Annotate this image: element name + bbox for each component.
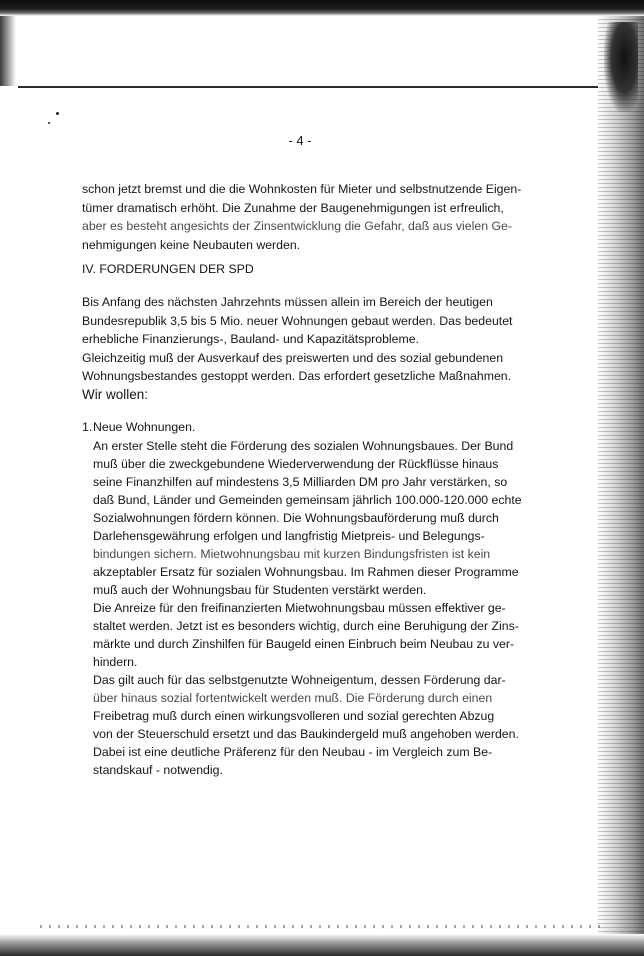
scan-top-edge — [0, 0, 644, 16]
text-line: Wohnungsbestandes gestoppt werden. Das erfordert gesetzliche Maßnahmen. — [82, 369, 512, 384]
text-line: erhebliche Finanzierungs-, Bauland- und Kapazitätsprobleme. — [82, 332, 419, 347]
text-line: Gleichzeitig muß der Ausverkauf des preiswerten und des sozial gebundenen — [82, 350, 504, 365]
scan-bottom-noise — [40, 925, 600, 928]
scan-speck — [56, 112, 59, 115]
text-line: hindern. — [93, 655, 138, 669]
section-paragraph — [82, 293, 513, 386]
text-line: Bundesrepublik 3,5 bis 5 Mio. neuer Wohnungen gebaut werden. Das bedeutet — [82, 313, 513, 328]
text-line: von der Steuerschuld ersetzt und das Baukindergeld muß angehoben werden. — [93, 727, 519, 741]
text-line: Darlehensgewährung erfolgen und langfristig Mietpreis- und Belegungs- — [93, 529, 485, 543]
section-heading: IV. FORDERUNGEN DER SPD — [82, 262, 254, 276]
scan-corner-shadow — [0, 16, 16, 86]
text-line: schon jetzt bremst und die die Wohnkosten für Mieter und selbstnutzende Eigen- — [82, 182, 522, 196]
text-line: Freibetrag muß durch einen wirkungsvolleren und sozial gerechten Abzug — [93, 709, 495, 723]
text-line: märkte und durch Zinshilfen für Baugeld einen Einbruch beim Neubau zu ver- — [93, 637, 515, 651]
list-item-title: Neue Wohnungen. — [93, 420, 196, 434]
text-line: muß auch der Wohnungsbau für Studenten verstärkt werden. — [93, 583, 427, 597]
text-line: muß über die zweckgebundene Wiederverwendung der Rückflüsse hinaus — [93, 457, 499, 471]
text-line: Bis Anfang des nächsten Jahrzehnts müssen allein im Bereich der heutigen — [82, 295, 493, 309]
text-line: über hinaus sozial fortentwickelt werden muß. Die Förderung durch einen — [93, 691, 493, 705]
intro-paragraph — [82, 180, 522, 254]
text-line: seine Finanzhilfen auf mindestens 3,5 Milliarden DM pro Jahr verstärken, so — [93, 475, 508, 489]
demands-subheading: Wir wollen: — [82, 387, 149, 402]
text-line: Die Anreize für den freifinanzierten Mietwohnungsbau müssen effektiver ge- — [93, 601, 506, 615]
text-line: Das gilt auch für das selbstgenutzte Wohneigentum, dessen Förderung dar- — [93, 673, 506, 687]
text-line: bindungen sichern. Mietwohnungsbau mit kurzen Bindungsfristen ist kein — [93, 547, 491, 561]
scan-bottom-edge — [0, 934, 644, 956]
text-line: standskauf - notwendig. — [93, 763, 223, 777]
text-line: aber es besteht angesichts der Zinsentwicklung die Gefahr, daß aus vielen Ge- — [82, 219, 512, 234]
text-line: An erster Stelle steht die Förderung des sozialen Wohnungsbaues. Der Bund — [93, 439, 514, 453]
list-item-number: 1. — [82, 420, 93, 434]
scan-right-edge — [598, 16, 644, 936]
text-line: Sozialwohnungen fördern können. Die Wohnungsbauförderung muß durch — [93, 511, 499, 525]
text-line: akzeptabler Ersatz für sozialen Wohnungsbau. Im Rahmen dieser Programme — [93, 565, 519, 579]
text-line: daß Bund, Länder und Gemeinden gemeinsam jährlich 100.000-120.000 echte — [93, 493, 522, 507]
list-item-body — [93, 437, 522, 779]
text-line: nehmigungen keine Neubauten werden. — [82, 237, 301, 252]
scan-speck — [48, 122, 50, 124]
scan-ink-blot — [604, 22, 638, 112]
text-line: tümer dramatisch erhöht. Die Zunahme der Baugenehmigungen ist erfreulich, — [82, 200, 504, 215]
page-number: - 4 - — [288, 133, 312, 148]
text-line: Dabei ist eine deutliche Präferenz für den Neubau - im Vergleich zum Be- — [93, 745, 493, 759]
sheet-edge — [18, 86, 598, 88]
text-line: staltet werden. Jetzt ist es besonders wichtig, durch eine Beruhigung der Zins- — [93, 619, 519, 633]
